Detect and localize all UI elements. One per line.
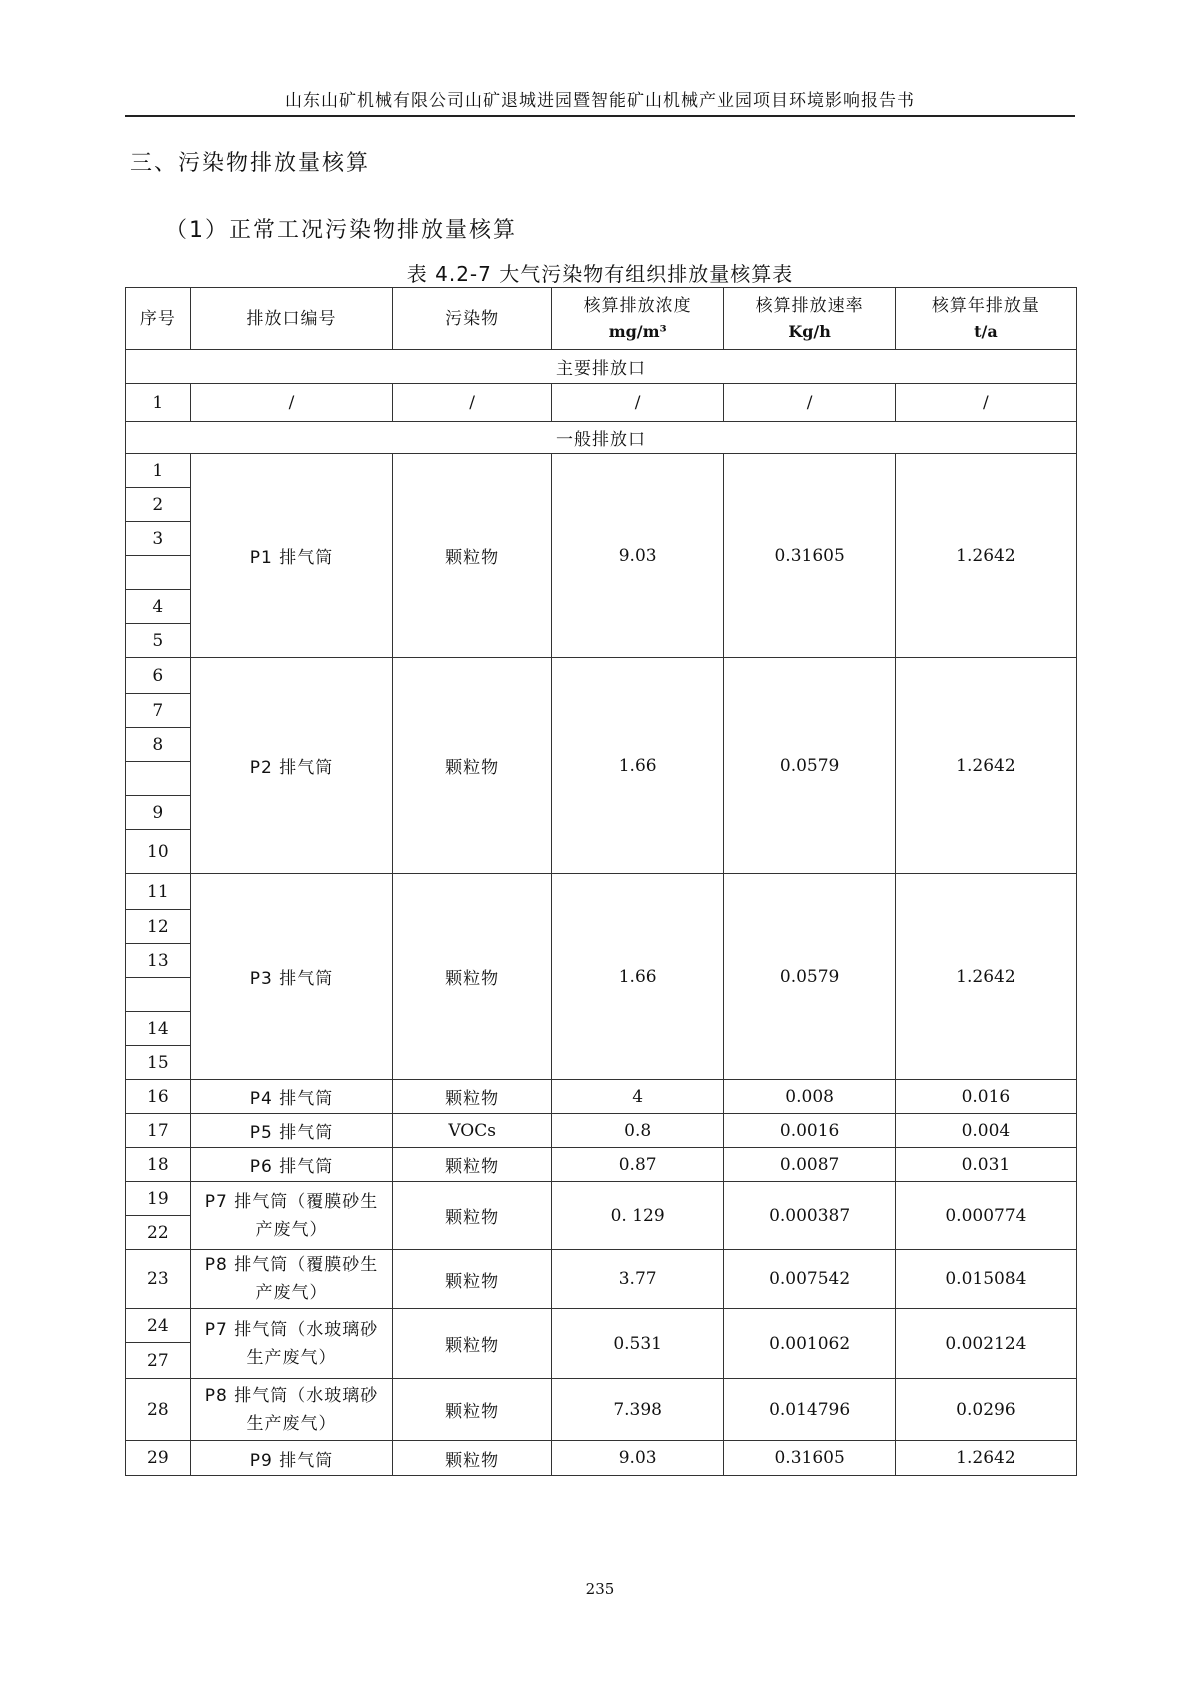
cell-annual: 0.016 [895,1080,1076,1114]
cell-rate: 0.014796 [724,1379,895,1441]
outlet-line-2: 生产废气） [246,1347,337,1368]
cell-pollutant: 颗粒物 [393,1080,552,1114]
cell-concentration: 4 [551,1080,724,1114]
cell-rate: 0.0016 [724,1114,895,1148]
outlet-line-2: 产废气） [255,1219,328,1240]
cell-seq [126,556,191,590]
running-header: 山东山矿机械有限公司山矿退城进园暨智能矿山机械产业园项目环境影响报告书 [285,91,915,111]
cell-seq: 22 [126,1216,191,1250]
header-pollutant: 污染物 [393,288,552,350]
subsection-heading: （1）正常工况污染物排放量核算 [165,218,517,243]
cell-pollutant: 颗粒物 [393,1148,552,1182]
header-concentration [551,288,724,350]
outlet-line-2: 生产废气） [246,1413,337,1434]
header-rate-unit: Kg/h [788,321,831,341]
cell-seq: 12 [126,910,191,944]
cell-outlet: P1 排气筒 [190,454,393,658]
cell-pollutant: VOCs [393,1114,552,1148]
cell-outlet: P2 排气筒 [190,658,393,874]
cell-seq: 18 [126,1148,191,1182]
cell-outlet: / [190,384,393,422]
table-row [126,384,1077,422]
outlet-line-1: P7 排气筒（覆膜砂生 [204,1191,379,1212]
header-rule [125,115,1075,117]
cell-seq: 1 [126,384,191,422]
cell-pollutant: 颗粒物 [393,658,552,874]
table-header-row [126,288,1077,350]
cell-annual: / [895,384,1076,422]
cell-seq: 10 [126,830,191,874]
cell-rate: 0.001062 [724,1309,895,1379]
cell-seq: 19 [126,1182,191,1216]
cell-outlet: P6 排气筒 [190,1148,393,1182]
header-rate [724,288,895,350]
cell-pollutant: / [393,384,552,422]
cell-seq: 1 [126,454,191,488]
section-label-main: 主要排放口 [126,350,1077,384]
cell-annual: 0.0296 [895,1379,1076,1441]
cell-rate: 0.008 [724,1080,895,1114]
cell-seq: 4 [126,590,191,624]
cell-seq: 27 [126,1343,191,1379]
cell-seq: 28 [126,1379,191,1441]
table-row [126,1080,1077,1114]
cell-concentration: 0.87 [551,1148,724,1182]
header-rate-label: 核算排放速率 [755,295,864,316]
table-row [126,874,1077,910]
cell-concentration: 7.398 [551,1379,724,1441]
outlet-line-1: P8 排气筒（覆膜砂生 [204,1255,379,1275]
cell-seq: 11 [126,874,191,910]
header-seq: 序号 [126,288,191,350]
section-heading: 三、污染物排放量核算 [130,151,371,176]
table-row [126,1148,1077,1182]
cell-seq: 24 [126,1309,191,1343]
header-annual-label: 核算年排放量 [931,295,1040,316]
cell-seq: 16 [126,1080,191,1114]
header-concentration-unit: mg/m³ [608,321,667,341]
cell-pollutant: 颗粒物 [393,1250,552,1309]
header-concentration-label: 核算排放浓度 [583,295,692,316]
table-row [126,1250,1077,1309]
cell-seq: 29 [126,1441,191,1476]
cell-outlet [190,1379,393,1441]
table-row [126,454,1077,488]
cell-pollutant: 颗粒物 [393,874,552,1080]
outlet-line-1: P7 排气筒（水玻璃砂 [204,1319,379,1340]
emission-table [125,287,1077,1476]
cell-annual: 1.2642 [895,1441,1076,1476]
cell-outlet: P3 排气筒 [190,874,393,1080]
cell-concentration: 0. 129 [551,1182,724,1250]
cell-seq: 3 [126,522,191,556]
cell-outlet [190,1250,393,1309]
cell-seq: 7 [126,694,191,728]
cell-annual: 0.000774 [895,1182,1076,1250]
cell-seq: 13 [126,944,191,978]
cell-pollutant: 颗粒物 [393,1379,552,1441]
cell-rate: 0.000387 [724,1182,895,1250]
section-row-general [126,422,1077,454]
cell-seq: 15 [126,1046,191,1080]
table-row [126,1441,1077,1476]
cell-seq [126,978,191,1012]
header-outlet: 排放口编号 [190,288,393,350]
table-row [126,1309,1077,1343]
cell-pollutant: 颗粒物 [393,1309,552,1379]
cell-annual: 0.015084 [895,1250,1076,1309]
cell-annual: 0.002124 [895,1309,1076,1379]
section-row-main [126,350,1077,384]
cell-seq: 8 [126,728,191,762]
cell-seq: 5 [126,624,191,658]
cell-seq: 6 [126,658,191,694]
cell-annual: 1.2642 [895,454,1076,658]
cell-rate: 0.007542 [724,1250,895,1309]
cell-rate: 0.0579 [724,874,895,1080]
table-caption: 表 4.2-7 大气污染物有组织排放量核算表 [406,262,794,286]
cell-seq [126,762,191,796]
cell-outlet: P4 排气筒 [190,1080,393,1114]
cell-seq: 14 [126,1012,191,1046]
cell-rate: / [724,384,895,422]
cell-seq: 2 [126,488,191,522]
cell-annual: 1.2642 [895,658,1076,874]
cell-seq: 23 [126,1250,191,1309]
cell-concentration: 3.77 [551,1250,724,1309]
cell-outlet: P5 排气筒 [190,1114,393,1148]
table-row [126,1182,1077,1216]
cell-concentration: 0.8 [551,1114,724,1148]
outlet-line-2: 产废气） [255,1283,328,1303]
cell-annual: 0.031 [895,1148,1076,1182]
table-row [126,1379,1077,1441]
cell-outlet: P9 排气筒 [190,1441,393,1476]
outlet-line-1: P8 排气筒（水玻璃砂 [204,1385,379,1406]
cell-rate: 0.0579 [724,658,895,874]
cell-concentration: 1.66 [551,874,724,1080]
cell-annual: 0.004 [895,1114,1076,1148]
section-label-general: 一般排放口 [126,422,1077,454]
header-annual [895,288,1076,350]
cell-concentration: 9.03 [551,454,724,658]
cell-pollutant: 颗粒物 [393,454,552,658]
cell-pollutant: 颗粒物 [393,1182,552,1250]
cell-seq: 17 [126,1114,191,1148]
cell-concentration: 0.531 [551,1309,724,1379]
cell-rate: 0.31605 [724,454,895,658]
cell-outlet [190,1309,393,1379]
table-row [126,658,1077,694]
cell-seq: 9 [126,796,191,830]
cell-outlet [190,1182,393,1250]
cell-rate: 0.0087 [724,1148,895,1182]
cell-annual: 1.2642 [895,874,1076,1080]
cell-concentration: / [551,384,724,422]
cell-rate: 0.31605 [724,1441,895,1476]
cell-concentration: 9.03 [551,1441,724,1476]
header-annual-unit: t/a [974,321,998,341]
table-row [126,1114,1077,1148]
cell-pollutant: 颗粒物 [393,1441,552,1476]
cell-concentration: 1.66 [551,658,724,874]
page-number: 235 [585,1580,615,1598]
